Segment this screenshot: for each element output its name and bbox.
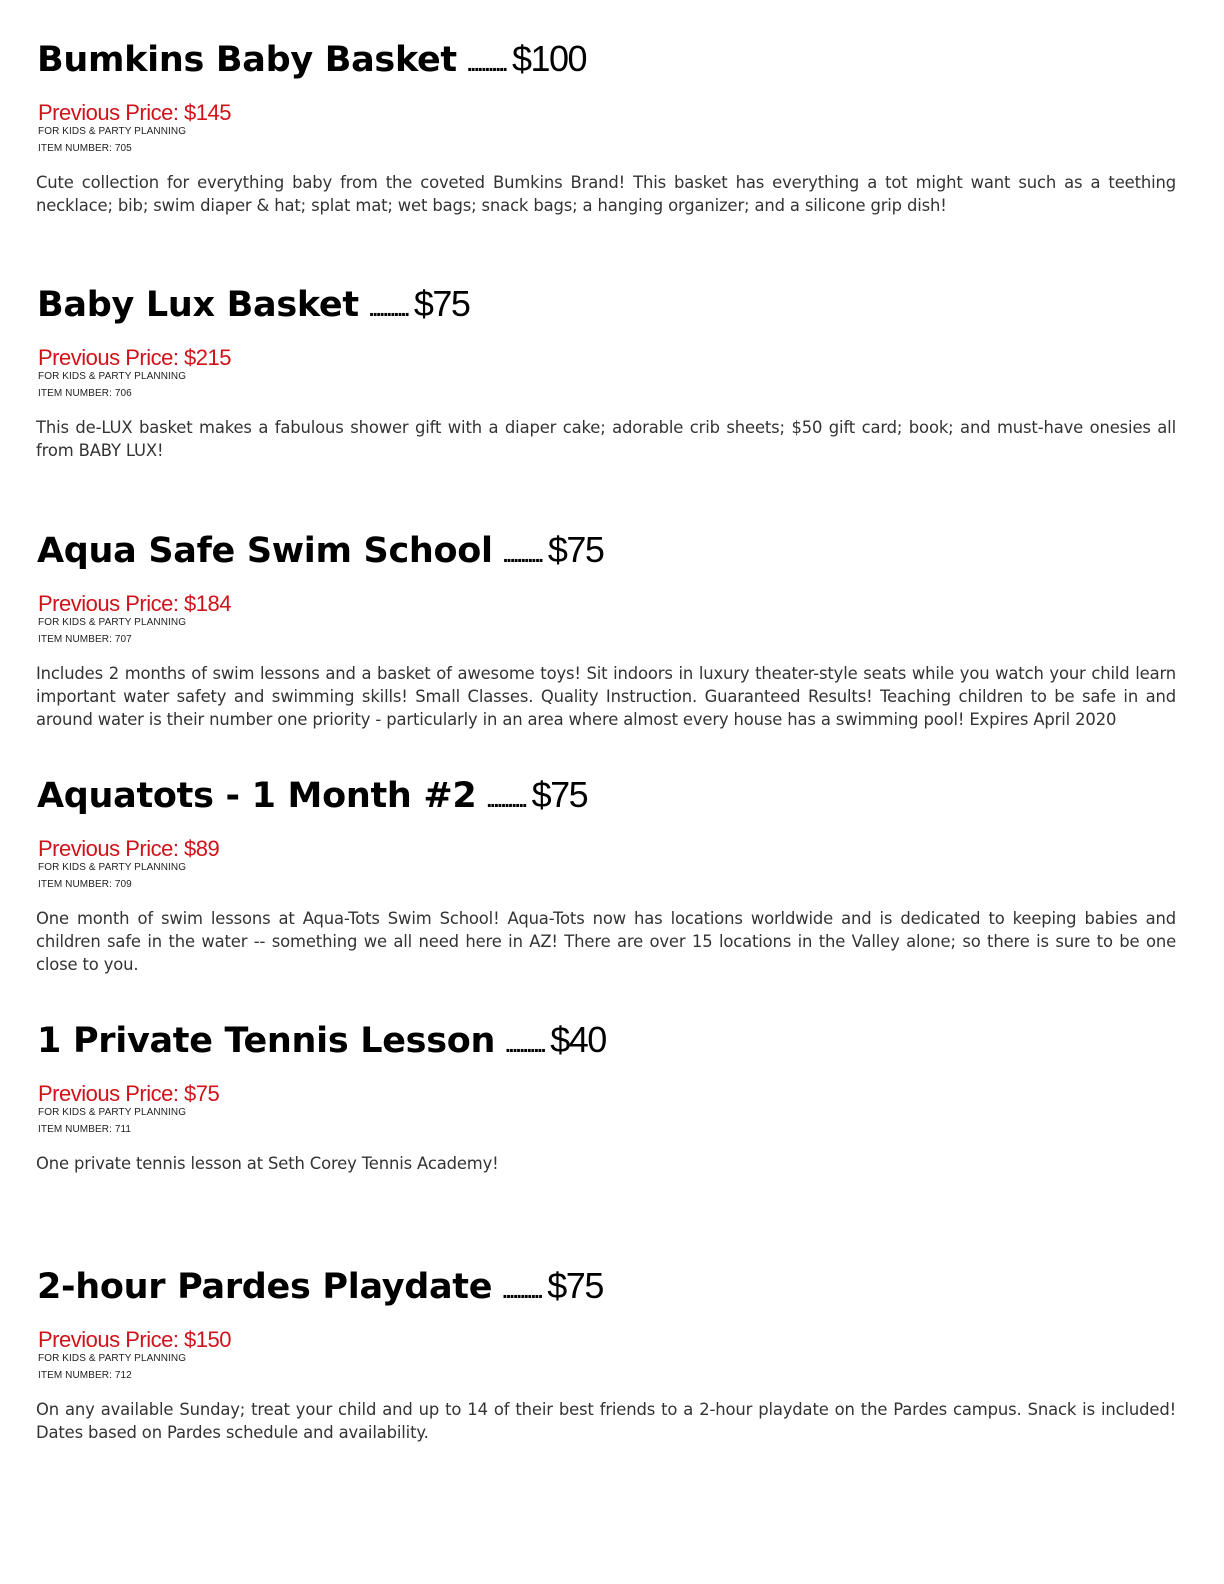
item-category: FOR KIDS & PARTY PLANNING [38,862,187,873]
item-description: This de-LUX basket makes a fabulous shower gift with a diaper cake; adorable crib sheets; $50 gift card; book; and must-have onesies all from BABY LUX! [36,418,1176,460]
item-title-line [37,36,586,82]
item-category: FOR KIDS & PARTY PLANNING [38,617,187,628]
item-price: $100 [511,38,587,79]
item-name: Baby Lux Basket [37,285,359,325]
dot-leader: ........... [502,545,542,567]
item-name: Aquatots - 1 Month #2 [37,776,477,816]
item-category: FOR KIDS & PARTY PLANNING [38,126,187,137]
item-description: One private tennis lesson at Seth Corey Tennis Academy! [36,1154,499,1173]
item-title-line [37,1263,603,1309]
item-number: ITEM NUMBER: 709 [38,879,132,890]
item-number: ITEM NUMBER: 711 [38,1124,132,1135]
item-price: $75 [413,283,470,324]
item-name: Aqua Safe Swim School [37,531,493,571]
dot-leader: ........... [505,1035,545,1057]
item-category: FOR KIDS & PARTY PLANNING [38,1353,187,1364]
previous-price: Previous Price: $75 [38,1081,220,1106]
item-name: 1 Private Tennis Lesson [37,1021,496,1061]
item-price: $75 [531,774,588,815]
item-number: ITEM NUMBER: 712 [38,1370,132,1381]
item-name: Bumkins Baby Basket [37,40,457,80]
previous-price: Previous Price: $184 [38,591,231,616]
item-description: On any available Sunday; treat your child and up to 14 of their best friends to a 2-hour playdate on the Pardes campus. Snack is included! Dates based on Pardes schedule and availability. [36,1400,1176,1442]
item-description: Includes 2 months of swim lessons and a basket of awesome toys! Sit indoors in luxury theater-style seats while you watch your child learn important water safety and swimming skills! Small Classes. Quality Instruction. Guaranteed Results! Teaching children to be safe in and around water is their number one priority - particularly in an area where almost every house has a swimming pool! Expires April 2020 [36,664,1176,729]
item-category: FOR KIDS & PARTY PLANNING [38,1107,187,1118]
item-number: ITEM NUMBER: 705 [38,143,132,154]
item-price: $75 [547,1265,603,1306]
item-name: 2-hour Pardes Playdate [37,1267,493,1307]
dot-leader: ........... [502,1281,542,1303]
previous-price: Previous Price: $215 [38,345,231,370]
item-description: One month of swim lessons at Aqua-Tots Swim School! Aqua-Tots now has locations worldwide and is dedicated to keeping babies and children safe in the water -- something we all need here in AZ! There are over 15 locations in the Valley alone; so there is sure to be one close to you. [36,909,1176,974]
item-title-line [37,1017,606,1063]
dot-leader: ........... [466,54,506,76]
item-title-line [37,772,587,818]
item-price: $40 [550,1019,606,1060]
item-number: ITEM NUMBER: 707 [38,634,132,645]
dot-leader: ........... [368,299,408,321]
item-description: Cute collection for everything baby from the coveted Bumkins Brand! This basket has everything a tot might want such as a teething necklace; bib; swim diaper & hat; splat mat; wet bags; snack bags; a hanging organizer; and a silicone grip dish! [36,173,1176,215]
item-price: $75 [547,529,604,570]
previous-price: Previous Price: $150 [38,1327,231,1352]
item-title-line [37,527,603,573]
previous-price: Previous Price: $145 [38,100,231,125]
previous-price: Previous Price: $89 [38,836,220,861]
item-category: FOR KIDS & PARTY PLANNING [38,371,187,382]
item-number: ITEM NUMBER: 706 [38,388,132,399]
item-title-line [37,281,469,327]
dot-leader: ........... [486,790,526,812]
